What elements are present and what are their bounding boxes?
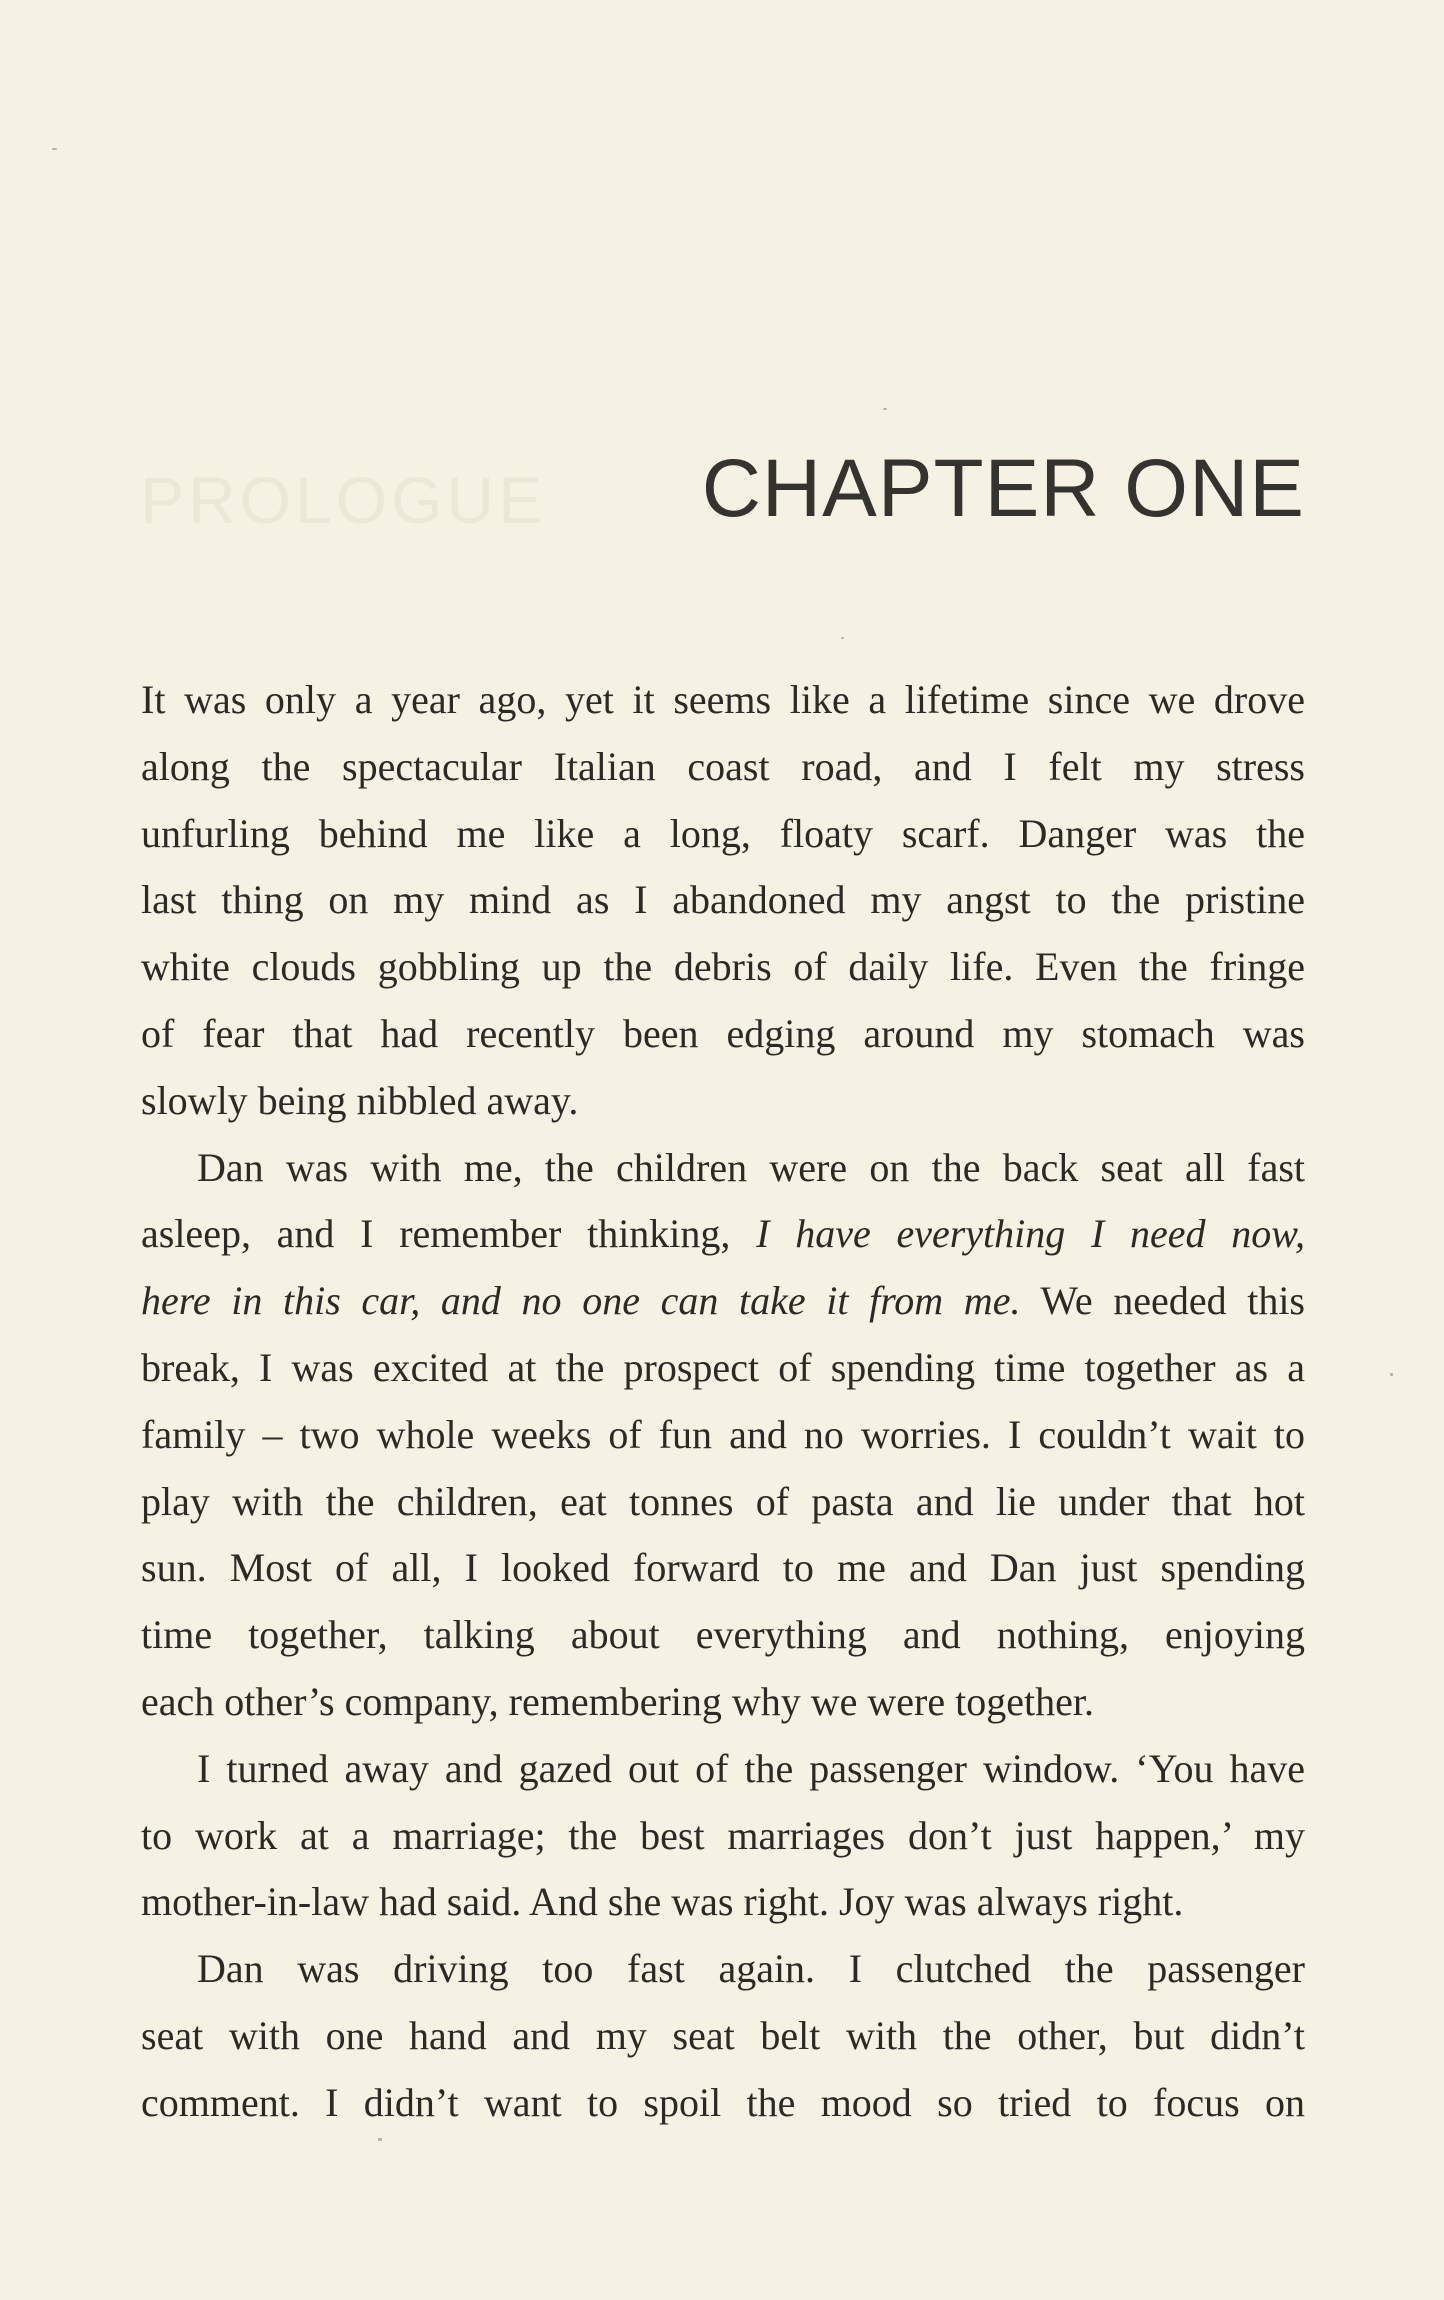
- text-segment: We needed this: [1020, 1278, 1305, 1324]
- paragraph: [141, 1936, 1305, 2136]
- text-segment: Dan was driving too fast again. I clutched the passenger: [197, 1946, 1305, 1992]
- text-line: [141, 1602, 1305, 1669]
- text-line: [141, 1001, 1305, 1068]
- paper-speck: [1390, 1373, 1393, 1376]
- chapter-body: [141, 667, 1305, 2137]
- text-line: [141, 1068, 1305, 1135]
- text-segment: break, I was excited at the prospect of spending time together as a: [141, 1344, 1305, 1390]
- text-line: [141, 667, 1305, 734]
- paragraph: [141, 1736, 1305, 1936]
- text-segment: seat with one hand and my seat belt with the other, but didn’t: [141, 2012, 1305, 2058]
- text-line: [141, 1803, 1305, 1870]
- paragraph: [141, 1135, 1305, 1736]
- text-line: [141, 1736, 1305, 1803]
- text-segment: asleep, and I remember thinking,: [141, 1211, 757, 1257]
- text-line: [141, 2003, 1305, 2070]
- paper-speck: [883, 408, 887, 410]
- text-segment: family – two whole weeks of fun and no worries. I couldn’t wait to: [141, 1411, 1305, 1457]
- text-line: [141, 2070, 1305, 2137]
- paper-speck: [841, 637, 844, 639]
- text-line: [141, 1535, 1305, 1602]
- text-line: [141, 1201, 1305, 1268]
- paragraph: [141, 667, 1305, 1135]
- italic-text: here in this car, and no one can take it from me.: [141, 1278, 1021, 1324]
- text-segment: along the spectacular Italian coast road, and I felt my stress: [141, 743, 1305, 789]
- text-line: [141, 1335, 1305, 1402]
- text-line: [141, 1135, 1305, 1202]
- text-segment: unfurling behind me like a long, floaty scarf. Danger was the: [141, 810, 1305, 856]
- text-segment: sun. Most of all, I looked forward to me and Dan just spending: [141, 1545, 1305, 1591]
- text-segment: to work at a marriage; the best marriages don’t just happen,’ my: [141, 1812, 1305, 1858]
- text-segment: last thing on my mind as I abandoned my angst to the pristine: [141, 877, 1305, 923]
- text-segment: each other’s company, remembering why we were together.: [141, 1678, 1094, 1724]
- text-line: [141, 1402, 1305, 1469]
- text-segment: time together, talking about everything and nothing, enjoying: [141, 1612, 1305, 1658]
- text-segment: of fear that had recently been edging around my stomach was: [141, 1010, 1305, 1056]
- text-segment: It was only a year ago, yet it seems like a lifetime since we drove: [141, 677, 1305, 722]
- text-segment: comment. I didn’t want to spoil the mood so tried to focus on: [141, 2079, 1305, 2125]
- text-segment: mother-in-law had said. And she was right. Joy was always right.: [141, 1879, 1184, 1925]
- text-segment: I turned away and gazed out of the passenger window. ‘You have: [197, 1745, 1305, 1791]
- text-line: [141, 1936, 1305, 2003]
- text-line: [141, 734, 1305, 801]
- show-through-heading: PROLOGUE: [140, 463, 547, 537]
- text-segment: white clouds gobbling up the debris of daily life. Even the fringe: [141, 944, 1305, 990]
- text-segment: Dan was with me, the children were on the back seat all fast: [197, 1144, 1305, 1190]
- text-line: [141, 1268, 1305, 1335]
- text-line: [141, 867, 1305, 934]
- paper-speck: [378, 2138, 382, 2141]
- paper-speck: [52, 148, 57, 150]
- text-line: [141, 1469, 1305, 1536]
- text-line: [141, 801, 1305, 868]
- text-line: [141, 1669, 1305, 1736]
- italic-text: I have everything I need now,: [756, 1211, 1305, 1257]
- chapter-title: CHAPTER ONE: [701, 443, 1305, 534]
- text-segment: play with the children, eat tonnes of pasta and lie under that hot: [141, 1478, 1305, 1524]
- text-line: [141, 1869, 1305, 1936]
- text-line: [141, 934, 1305, 1001]
- text-segment: slowly being nibbled away.: [141, 1077, 579, 1123]
